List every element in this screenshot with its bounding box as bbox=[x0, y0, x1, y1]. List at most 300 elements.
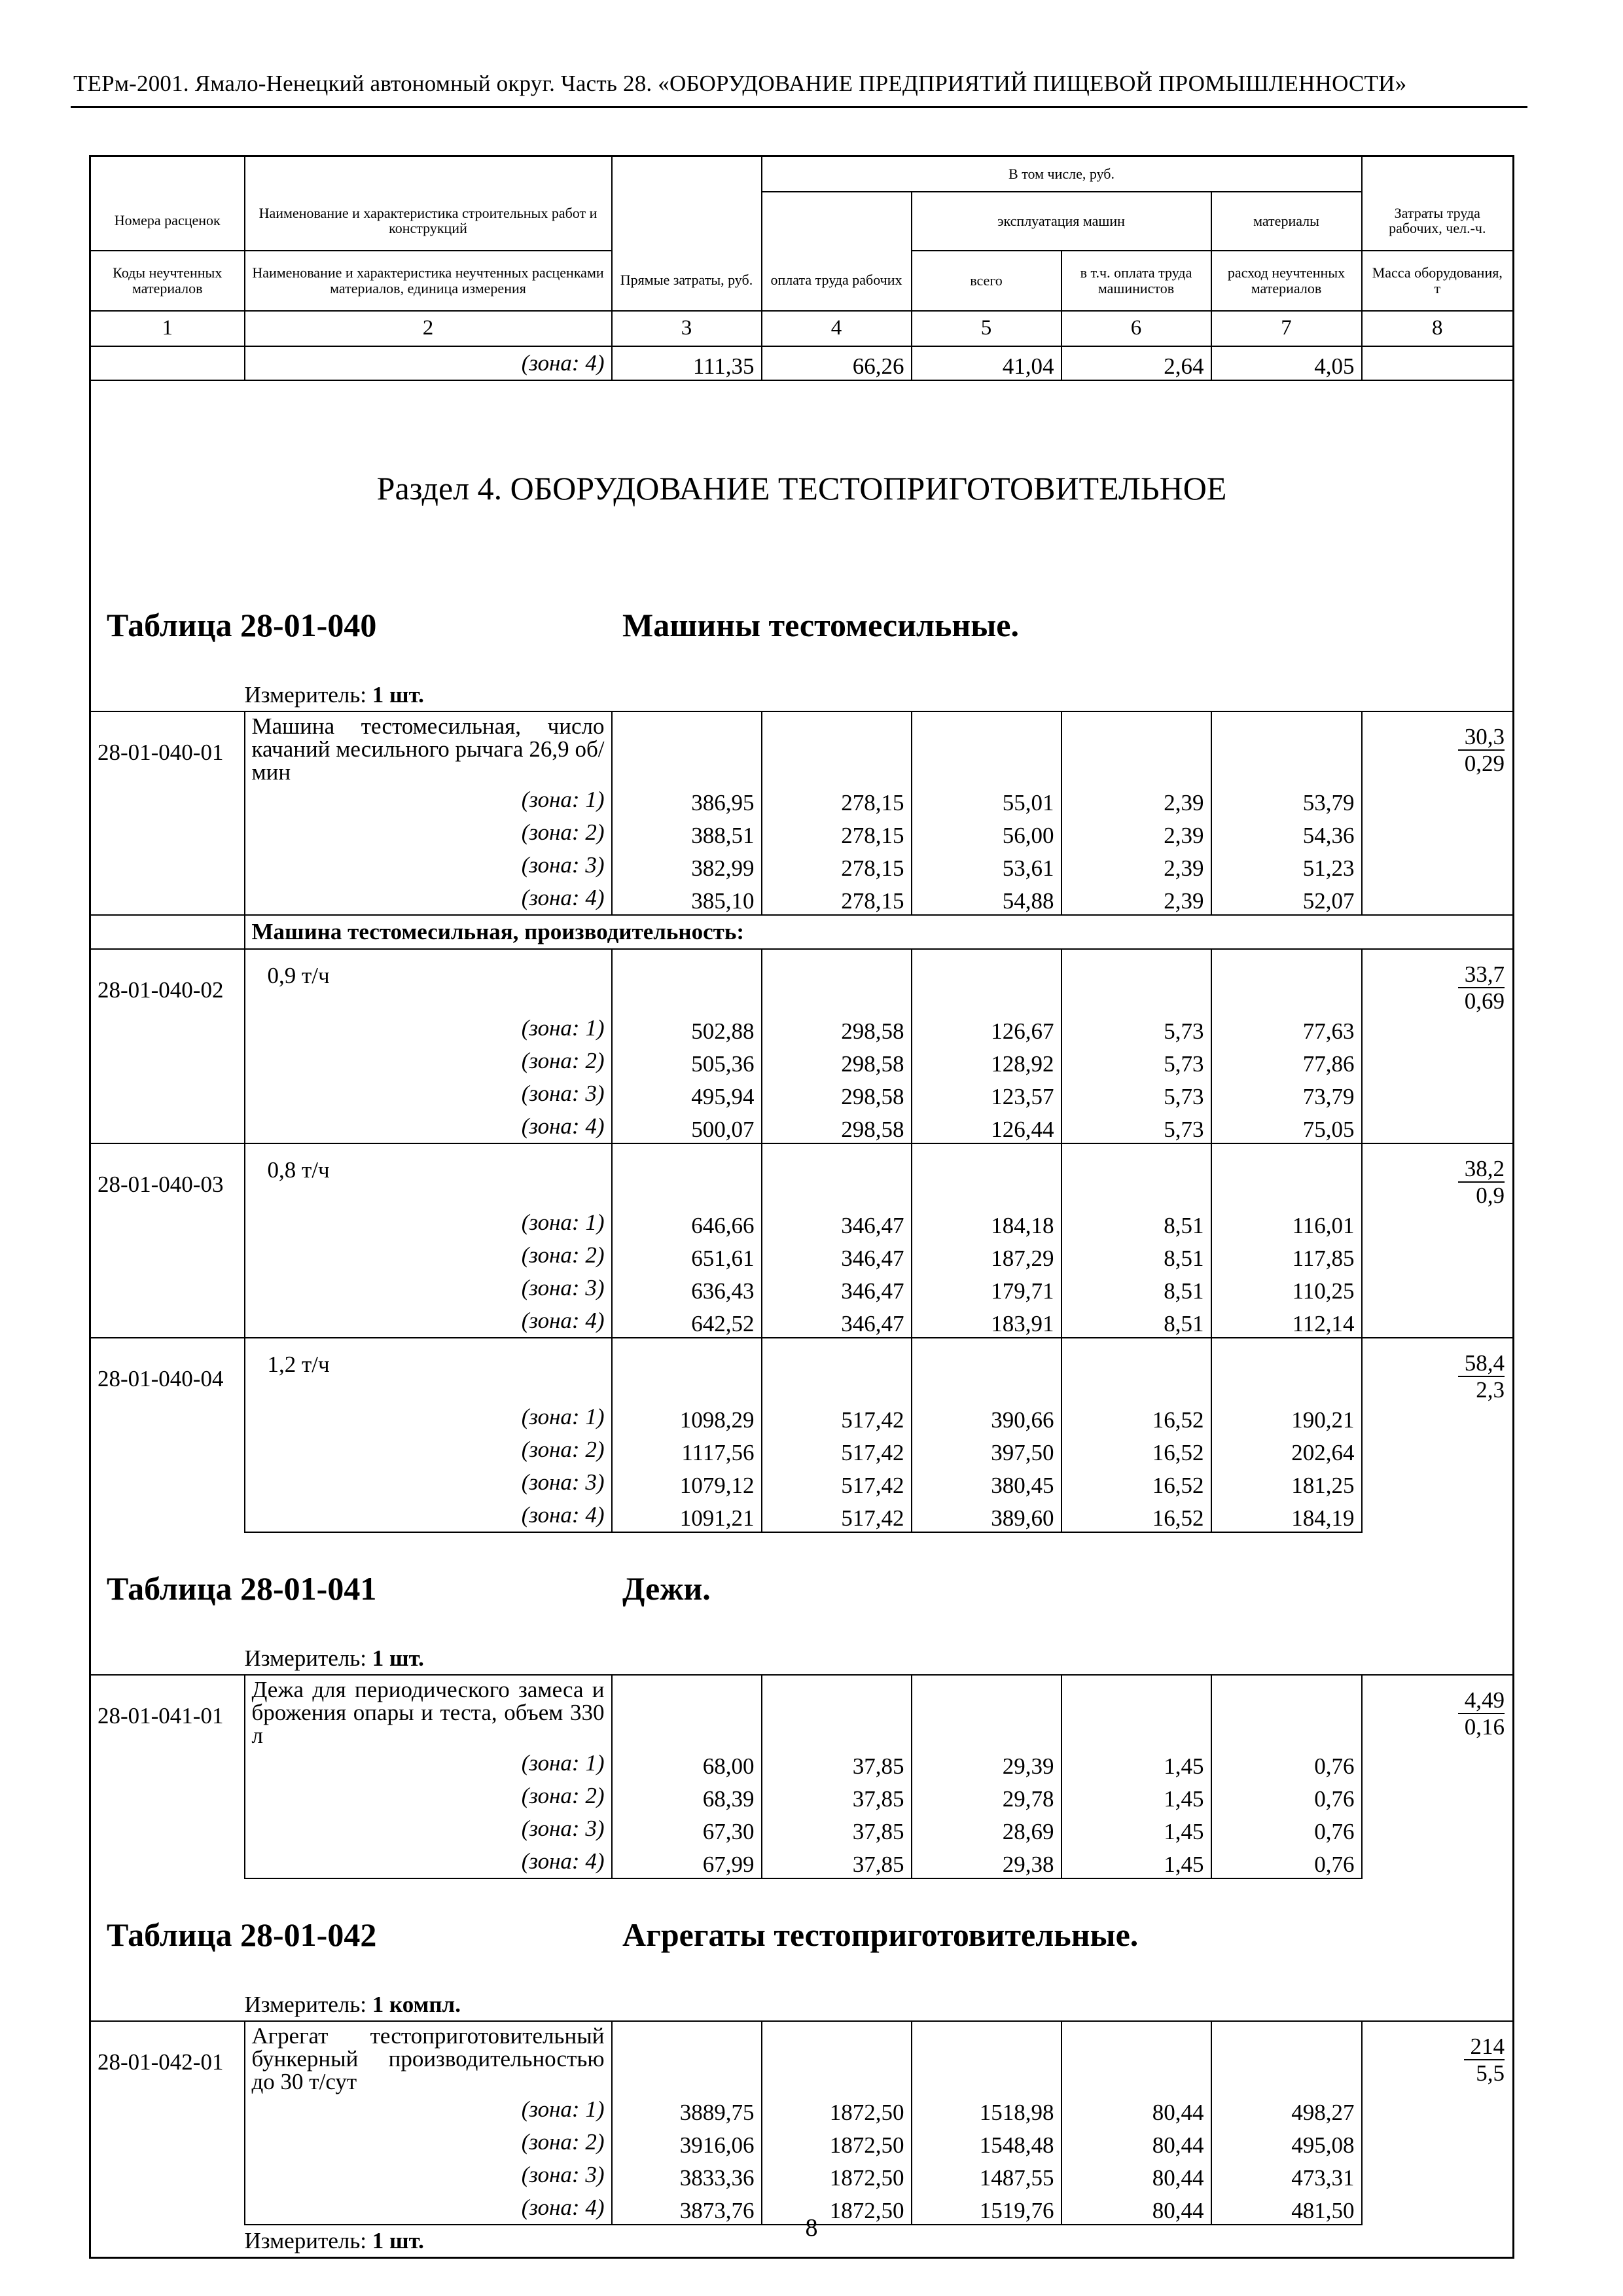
direct-cost: 3916,06 bbox=[612, 2126, 762, 2159]
header-col1-bottom: Коды неучтенных материалов bbox=[90, 251, 245, 311]
header-col7-bottom: расход неучтенных материалов bbox=[1211, 251, 1362, 311]
materials: 184,19 bbox=[1211, 1499, 1362, 1532]
column-number: 6 bbox=[1061, 311, 1211, 346]
materials: 0,76 bbox=[1211, 1747, 1362, 1780]
code-cell bbox=[90, 346, 245, 380]
zone-label: (зона: 2) bbox=[245, 2126, 612, 2159]
zone-row bbox=[90, 2093, 1514, 2126]
header-group-including: В том числе, руб. bbox=[762, 156, 1362, 192]
measure-row bbox=[90, 1643, 1514, 1675]
empty-value-cell bbox=[912, 1143, 1061, 1206]
machinist-pay: 5,73 bbox=[1061, 1045, 1211, 1077]
measure-unit: 1 шт. bbox=[372, 681, 424, 708]
header-col5: всего bbox=[912, 251, 1061, 311]
materials: 116,01 bbox=[1211, 1206, 1362, 1239]
rate-code: 28-01-041-01 bbox=[90, 1675, 245, 1878]
empty-value-cell bbox=[912, 1675, 1061, 1747]
zone-row bbox=[90, 1401, 1514, 1433]
header-col3-blank bbox=[612, 156, 762, 192]
rate-code: 28-01-040-02 bbox=[90, 949, 245, 1143]
measure-cell bbox=[245, 1989, 1514, 2021]
rate-item-row bbox=[90, 949, 1514, 1012]
machinist-pay: 1,45 bbox=[1061, 1780, 1211, 1812]
machines-total: 54,88 bbox=[912, 882, 1061, 915]
machinist-pay: 16,52 bbox=[1061, 1466, 1211, 1499]
measure-blank bbox=[90, 1989, 245, 2021]
direct-cost: 495,94 bbox=[612, 1077, 762, 1110]
labor-mass-cell bbox=[1362, 1338, 1514, 1532]
rate-item-row bbox=[90, 1143, 1514, 1206]
labor-pay: 517,42 bbox=[762, 1433, 912, 1466]
machinist-pay: 1,45 bbox=[1061, 1845, 1211, 1878]
subheading: Машина тестомесильная, производительность: bbox=[245, 915, 1514, 949]
materials: 0,76 bbox=[1211, 1812, 1362, 1845]
measure-cell bbox=[245, 1643, 1514, 1675]
header-col8-top: Затраты труда рабочих, чел.-ч. bbox=[1362, 192, 1514, 251]
machinist-pay: 5,73 bbox=[1061, 1110, 1211, 1143]
materials: 495,08 bbox=[1211, 2126, 1362, 2159]
machines-total: 380,45 bbox=[912, 1466, 1061, 1499]
table-body bbox=[90, 346, 1514, 2258]
direct-cost: 500,07 bbox=[612, 1110, 762, 1143]
rate-item-row bbox=[90, 1338, 1514, 1401]
zone-label: (зона: 2) bbox=[245, 1433, 612, 1466]
mass-cell bbox=[1362, 346, 1514, 380]
labor-pay: 37,85 bbox=[762, 1780, 912, 1812]
direct-cost: 111,35 bbox=[612, 346, 762, 380]
machines-total: 28,69 bbox=[912, 1812, 1061, 1845]
materials: 202,64 bbox=[1211, 1433, 1362, 1466]
labor-pay: 278,15 bbox=[762, 783, 912, 816]
rates-table bbox=[89, 155, 1514, 2259]
direct-cost: 1098,29 bbox=[612, 1401, 762, 1433]
machines-total: 41,04 bbox=[912, 346, 1061, 380]
direct-cost: 636,43 bbox=[612, 1272, 762, 1304]
header-col2-top: Наименование и характеристика строительных работ и конструкций bbox=[245, 192, 612, 251]
zone-label: (зона: 3) bbox=[245, 1812, 612, 1845]
zone-label: (зона: 4) bbox=[245, 2191, 612, 2225]
table-number: Таблица 28-01-040 bbox=[107, 606, 377, 643]
direct-cost: 385,10 bbox=[612, 882, 762, 915]
machines-total: 184,18 bbox=[912, 1206, 1061, 1239]
empty-value-cell bbox=[762, 711, 912, 783]
header-rule bbox=[71, 106, 1527, 108]
materials: 4,05 bbox=[1211, 346, 1362, 380]
measure-unit: 1 шт. bbox=[372, 1645, 424, 1671]
table-title-row bbox=[90, 569, 1514, 679]
table-title bbox=[91, 569, 1512, 679]
materials: 473,31 bbox=[1211, 2159, 1362, 2191]
labor-mass-cell bbox=[1362, 711, 1514, 915]
machines-total: 126,44 bbox=[912, 1110, 1061, 1143]
empty-value-cell bbox=[1061, 711, 1211, 783]
direct-cost: 67,99 bbox=[612, 1845, 762, 1878]
machines-total: 1518,98 bbox=[912, 2093, 1061, 2126]
table-name: Агрегаты тестоприготовительные. bbox=[622, 1916, 1139, 1953]
materials: 54,36 bbox=[1211, 816, 1362, 849]
empty-value-cell bbox=[1061, 2021, 1211, 2093]
table-name: Машины тестомесильные. bbox=[622, 606, 1019, 643]
empty-value-cell bbox=[1061, 1675, 1211, 1747]
machines-total: 187,29 bbox=[912, 1239, 1061, 1272]
labor-mass-fraction bbox=[1458, 1689, 1505, 1738]
empty-value-cell bbox=[1211, 949, 1362, 1012]
labor-pay: 1872,50 bbox=[762, 2191, 912, 2225]
machinist-pay: 2,39 bbox=[1061, 849, 1211, 882]
empty-value-cell bbox=[612, 1675, 762, 1747]
labor-pay: 278,15 bbox=[762, 816, 912, 849]
zone-row bbox=[90, 1845, 1514, 1878]
header-col4-spacer bbox=[762, 192, 912, 251]
labor-pay: 37,85 bbox=[762, 1747, 912, 1780]
empty-value-cell bbox=[1211, 1338, 1362, 1401]
machines-total: 183,91 bbox=[912, 1304, 1061, 1338]
direct-cost: 388,51 bbox=[612, 816, 762, 849]
labor-mass-cell bbox=[1362, 1675, 1514, 1878]
zone-label: (зона: 1) bbox=[245, 1206, 612, 1239]
machines-total: 123,57 bbox=[912, 1077, 1061, 1110]
materials: 75,05 bbox=[1211, 1110, 1362, 1143]
materials: 181,25 bbox=[1211, 1466, 1362, 1499]
zone-label: (зона: 4) bbox=[245, 1110, 612, 1143]
measure-cell bbox=[245, 679, 1514, 711]
zone-label: (зона: 1) bbox=[245, 783, 612, 816]
zone-label: (зона: 2) bbox=[245, 816, 612, 849]
header-col4: оплата труда рабочих bbox=[762, 251, 912, 311]
machines-total: 1519,76 bbox=[912, 2191, 1061, 2225]
column-number: 8 bbox=[1362, 311, 1514, 346]
empty-value-cell bbox=[612, 2021, 762, 2093]
direct-cost: 386,95 bbox=[612, 783, 762, 816]
labor-pay: 346,47 bbox=[762, 1239, 912, 1272]
direct-cost: 642,52 bbox=[612, 1304, 762, 1338]
labor-mass-fraction bbox=[1464, 2035, 1505, 2085]
empty-value-cell bbox=[612, 949, 762, 1012]
materials: 77,86 bbox=[1211, 1045, 1362, 1077]
equipment-mass: 0,16 bbox=[1464, 1713, 1505, 1740]
zone-row bbox=[90, 1304, 1514, 1338]
rate-item-row bbox=[90, 711, 1514, 783]
measure-row bbox=[90, 679, 1514, 711]
empty-value-cell bbox=[912, 2021, 1061, 2093]
rate-code: 28-01-040-03 bbox=[90, 1143, 245, 1338]
direct-cost: 3889,75 bbox=[612, 2093, 762, 2126]
labor-hours: 38,2 bbox=[1458, 1157, 1505, 1183]
column-number: 5 bbox=[912, 311, 1061, 346]
zone-label: (зона: 1) bbox=[245, 1747, 612, 1780]
zone-label: (зона: 3) bbox=[245, 2159, 612, 2191]
machines-total: 126,67 bbox=[912, 1012, 1061, 1045]
machinist-pay: 16,52 bbox=[1061, 1433, 1211, 1466]
rate-description: 0,9 т/ч bbox=[245, 949, 612, 1012]
column-number: 7 bbox=[1211, 311, 1362, 346]
table-name: Дежи. bbox=[622, 1570, 711, 1607]
labor-pay: 1872,50 bbox=[762, 2159, 912, 2191]
table-title-cell bbox=[90, 1878, 1514, 1989]
measure-label: Измеритель: bbox=[244, 2227, 367, 2253]
column-number: 3 bbox=[612, 311, 762, 346]
labor-hours: 33,7 bbox=[1458, 963, 1505, 988]
column-number: 1 bbox=[90, 311, 245, 346]
labor-hours: 4,49 bbox=[1458, 1689, 1505, 1714]
labor-pay: 346,47 bbox=[762, 1206, 912, 1239]
direct-cost: 651,61 bbox=[612, 1239, 762, 1272]
direct-cost: 1079,12 bbox=[612, 1466, 762, 1499]
section-row bbox=[90, 380, 1514, 569]
zone-row bbox=[90, 1077, 1514, 1110]
labor-mass-fraction bbox=[1458, 963, 1505, 1013]
header-group-machines: эксплуатация машин bbox=[912, 192, 1211, 251]
empty-value-cell bbox=[1061, 949, 1211, 1012]
labor-pay: 517,42 bbox=[762, 1466, 912, 1499]
labor-mass-fraction bbox=[1458, 1157, 1505, 1207]
machinist-pay: 2,64 bbox=[1061, 346, 1211, 380]
machines-total: 29,39 bbox=[912, 1747, 1061, 1780]
labor-pay: 346,47 bbox=[762, 1304, 912, 1338]
rate-description: Дежа для периодического замеса и брожения опары и теста, объем 330 л bbox=[245, 1675, 612, 1747]
materials: 53,79 bbox=[1211, 783, 1362, 816]
direct-cost: 646,66 bbox=[612, 1206, 762, 1239]
zone-label: (зона: 2) bbox=[245, 1239, 612, 1272]
labor-pay: 278,15 bbox=[762, 882, 912, 915]
labor-pay: 298,58 bbox=[762, 1045, 912, 1077]
empty-value-cell bbox=[762, 949, 912, 1012]
header-col1-blank bbox=[90, 156, 245, 192]
machinist-pay: 16,52 bbox=[1061, 1401, 1211, 1433]
empty-value-cell bbox=[912, 949, 1061, 1012]
direct-cost: 67,30 bbox=[612, 1812, 762, 1845]
column-number: 2 bbox=[245, 311, 612, 346]
machinist-pay: 2,39 bbox=[1061, 783, 1211, 816]
table-number: Таблица 28-01-042 bbox=[107, 1916, 377, 1953]
machinist-pay: 1,45 bbox=[1061, 1747, 1211, 1780]
zone-row bbox=[90, 2126, 1514, 2159]
materials: 117,85 bbox=[1211, 1239, 1362, 1272]
empty-value-cell bbox=[762, 1338, 912, 1401]
materials: 51,23 bbox=[1211, 849, 1362, 882]
subheading-row bbox=[90, 915, 1514, 949]
empty-value-cell bbox=[612, 1143, 762, 1206]
machines-total: 56,00 bbox=[912, 816, 1061, 849]
empty-value-cell bbox=[1211, 2021, 1362, 2093]
materials: 498,27 bbox=[1211, 2093, 1362, 2126]
machinist-pay: 8,51 bbox=[1061, 1304, 1211, 1338]
equipment-mass: 2,3 bbox=[1476, 1376, 1505, 1403]
materials: 52,07 bbox=[1211, 882, 1362, 915]
zone-label: (зона: 3) bbox=[245, 1272, 612, 1304]
zone-row bbox=[90, 783, 1514, 816]
empty-value-cell bbox=[762, 2021, 912, 2093]
direct-cost: 1117,56 bbox=[612, 1433, 762, 1466]
zone-row bbox=[90, 2159, 1514, 2191]
direct-cost: 3873,76 bbox=[612, 2191, 762, 2225]
direct-cost: 382,99 bbox=[612, 849, 762, 882]
labor-pay: 517,42 bbox=[762, 1499, 912, 1532]
equipment-mass: 0,9 bbox=[1476, 1182, 1505, 1208]
zone-row bbox=[90, 849, 1514, 882]
header-col7-top: материалы bbox=[1211, 192, 1362, 251]
table-title-row bbox=[90, 1878, 1514, 1989]
labor-hours: 58,4 bbox=[1458, 1352, 1505, 1377]
labor-pay: 37,85 bbox=[762, 1845, 912, 1878]
table-number: Таблица 28-01-041 bbox=[107, 1570, 377, 1607]
empty-value-cell bbox=[762, 1143, 912, 1206]
machines-total: 389,60 bbox=[912, 1499, 1061, 1532]
zone-row bbox=[90, 816, 1514, 849]
rate-description: 1,2 т/ч bbox=[245, 1338, 612, 1401]
zone-row bbox=[90, 1499, 1514, 1532]
labor-mass-cell bbox=[1362, 2021, 1514, 2225]
measure-unit: 1 компл. bbox=[372, 1991, 461, 2017]
labor-pay: 298,58 bbox=[762, 1077, 912, 1110]
direct-cost: 502,88 bbox=[612, 1012, 762, 1045]
machinist-pay: 80,44 bbox=[1061, 2159, 1211, 2191]
rate-description: Машина тестомесильная, число качаний месильного рычага 26,9 об/мин bbox=[245, 711, 612, 783]
machinist-pay: 80,44 bbox=[1061, 2191, 1211, 2225]
machines-total: 179,71 bbox=[912, 1272, 1061, 1304]
labor-mass-fraction bbox=[1458, 1352, 1505, 1401]
materials: 112,14 bbox=[1211, 1304, 1362, 1338]
machines-total: 53,61 bbox=[912, 849, 1061, 882]
rate-description: Агрегат тестоприготовительный бункерный производительностью до 30 т/сут bbox=[245, 2021, 612, 2093]
labor-pay: 37,85 bbox=[762, 1812, 912, 1845]
header-col8-bottom: Масса оборудования, т bbox=[1362, 251, 1514, 311]
zone-row bbox=[90, 882, 1514, 915]
zone-label: (зона: 2) bbox=[245, 1780, 612, 1812]
zone-label: (зона: 4) bbox=[245, 1304, 612, 1338]
zone-row bbox=[90, 1466, 1514, 1499]
machines-total: 55,01 bbox=[912, 783, 1061, 816]
zone-label: (зона: 3) bbox=[245, 849, 612, 882]
table-title-cell bbox=[90, 569, 1514, 679]
labor-hours: 30,3 bbox=[1458, 725, 1505, 751]
measure-label: Измеритель: bbox=[244, 681, 367, 708]
machinist-pay: 1,45 bbox=[1061, 1812, 1211, 1845]
machinist-pay: 5,73 bbox=[1061, 1077, 1211, 1110]
machinist-pay: 80,44 bbox=[1061, 2126, 1211, 2159]
materials: 73,79 bbox=[1211, 1077, 1362, 1110]
machines-total: 390,66 bbox=[912, 1401, 1061, 1433]
direct-cost: 505,36 bbox=[612, 1045, 762, 1077]
measure-row bbox=[90, 1989, 1514, 2021]
table-title bbox=[91, 1879, 1512, 1989]
materials: 481,50 bbox=[1211, 2191, 1362, 2225]
machines-total: 29,38 bbox=[912, 1845, 1061, 1878]
empty-value-cell bbox=[912, 711, 1061, 783]
measure-blank bbox=[90, 679, 245, 711]
labor-mass-fraction bbox=[1458, 725, 1505, 775]
machines-total: 397,50 bbox=[912, 1433, 1061, 1466]
zone-row bbox=[90, 1433, 1514, 1466]
section-title: Раздел 4. ОБОРУДОВАНИЕ ТЕСТОПРИГОТОВИТЕЛЬНОЕ bbox=[90, 380, 1514, 569]
machinist-pay: 2,39 bbox=[1061, 882, 1211, 915]
direct-cost: 1091,21 bbox=[612, 1499, 762, 1532]
machinist-pay: 8,51 bbox=[1061, 1272, 1211, 1304]
measure-label: Измеритель: bbox=[244, 1991, 367, 2017]
zone-label: (зона: 4) bbox=[245, 1499, 612, 1532]
zone-label: (зона: 3) bbox=[245, 1077, 612, 1110]
equipment-mass: 0,69 bbox=[1464, 988, 1505, 1014]
table-title bbox=[91, 1533, 1512, 1643]
empty-value-cell bbox=[912, 1338, 1061, 1401]
zone-row bbox=[90, 1780, 1514, 1812]
rate-description: 0,8 т/ч bbox=[245, 1143, 612, 1206]
materials: 0,76 bbox=[1211, 1780, 1362, 1812]
rate-code: 28-01-042-01 bbox=[90, 2021, 245, 2225]
page-number: 8 bbox=[805, 2214, 818, 2242]
labor-mass-cell bbox=[1362, 1143, 1514, 1338]
labor-hours: 214 bbox=[1464, 2035, 1505, 2060]
labor-pay: 298,58 bbox=[762, 1110, 912, 1143]
zone-row bbox=[90, 1747, 1514, 1780]
rate-code: 28-01-040-04 bbox=[90, 1338, 245, 1532]
machinist-pay: 16,52 bbox=[1061, 1499, 1211, 1532]
machinist-pay: 8,51 bbox=[1061, 1206, 1211, 1239]
labor-pay: 298,58 bbox=[762, 1012, 912, 1045]
zone-row bbox=[90, 1206, 1514, 1239]
rate-code: 28-01-040-01 bbox=[90, 711, 245, 915]
labor-pay: 278,15 bbox=[762, 849, 912, 882]
equipment-mass: 0,29 bbox=[1464, 750, 1505, 776]
direct-cost: 68,39 bbox=[612, 1780, 762, 1812]
empty-value-cell bbox=[1061, 1143, 1211, 1206]
empty-value-cell bbox=[1211, 1675, 1362, 1747]
zone-label: (зона: 3) bbox=[245, 1466, 612, 1499]
table-title-row bbox=[90, 1532, 1514, 1643]
direct-cost: 3833,36 bbox=[612, 2159, 762, 2191]
labor-mass-cell bbox=[1362, 949, 1514, 1143]
zone-label: (зона: 1) bbox=[245, 2093, 612, 2126]
header-col3-spacer bbox=[612, 192, 762, 251]
header-col2-blank bbox=[245, 156, 612, 192]
zone-row bbox=[90, 1012, 1514, 1045]
materials: 190,21 bbox=[1211, 1401, 1362, 1433]
empty-value-cell bbox=[612, 1338, 762, 1401]
labor-pay: 346,47 bbox=[762, 1272, 912, 1304]
machines-total: 128,92 bbox=[912, 1045, 1061, 1077]
machinist-pay: 8,51 bbox=[1061, 1239, 1211, 1272]
zone-label: (зона: 1) bbox=[245, 1012, 612, 1045]
zone-row bbox=[90, 1110, 1514, 1143]
materials: 77,63 bbox=[1211, 1012, 1362, 1045]
machinist-pay: 5,73 bbox=[1061, 1012, 1211, 1045]
labor-pay: 66,26 bbox=[762, 346, 912, 380]
materials: 0,76 bbox=[1211, 1845, 1362, 1878]
measure-unit: 1 шт. bbox=[372, 2227, 424, 2253]
header-col8-blank bbox=[1362, 156, 1514, 192]
empty-value-cell bbox=[762, 1675, 912, 1747]
zone-label: (зона: 1) bbox=[245, 1401, 612, 1433]
subheading-blank bbox=[90, 915, 245, 949]
equipment-mass: 5,5 bbox=[1476, 2060, 1505, 2086]
header-col1-top: Номера расценок bbox=[90, 192, 245, 251]
zone-label: (зона: 4) bbox=[245, 1845, 612, 1878]
measure-label: Измеритель: bbox=[244, 1645, 367, 1671]
machinist-pay: 2,39 bbox=[1061, 816, 1211, 849]
labor-pay: 1872,50 bbox=[762, 2126, 912, 2159]
header-col6: в т.ч. оплата труда машинистов bbox=[1061, 251, 1211, 311]
zone-label: (зона: 4) bbox=[245, 346, 612, 380]
column-number: 4 bbox=[762, 311, 912, 346]
zone-row bbox=[90, 1045, 1514, 1077]
table-title-cell bbox=[90, 1532, 1514, 1643]
materials: 110,25 bbox=[1211, 1272, 1362, 1304]
labor-pay: 1872,50 bbox=[762, 2093, 912, 2126]
machinist-pay: 80,44 bbox=[1061, 2093, 1211, 2126]
rate-item-row bbox=[90, 2021, 1514, 2093]
machines-total: 1487,55 bbox=[912, 2159, 1061, 2191]
zone-label: (зона: 4) bbox=[245, 882, 612, 915]
